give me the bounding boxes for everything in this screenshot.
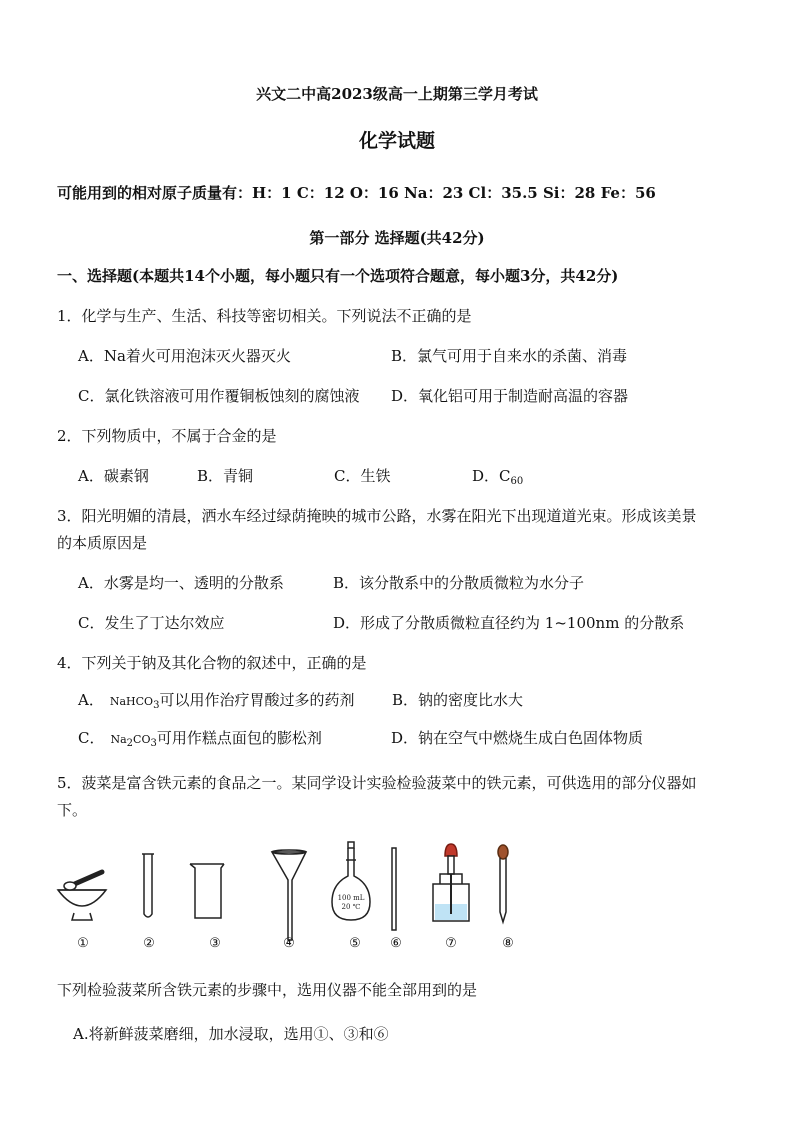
- dropper-icon: [498, 845, 508, 922]
- apparatus-label-7: ⑦: [445, 936, 457, 951]
- q4-option-c: [78, 728, 322, 754]
- apparatus-label-5: ⑤: [349, 936, 361, 951]
- q5-stem-line1: 5．菠菜是富含铁元素的食品之一。某同学设计实验检验菠菜中的铁元素，可供选用的部分仪器如: [57, 774, 697, 792]
- q2-option-d-sub: 60: [510, 476, 524, 487]
- apparatus-label-3: ③: [209, 936, 221, 951]
- q3-stem-line1: 3．阳光明媚的清晨，洒水车经过绿荫掩映的城市公路，水雾在阳光下出现道道光束。形成该美景: [57, 507, 697, 525]
- dropper-bottle-icon: [433, 844, 469, 921]
- q4-option-b: B．钠的密度比水大: [392, 691, 524, 709]
- funnel-icon: [272, 850, 306, 940]
- q3-option-c: C．发生了丁达尔效应: [78, 614, 225, 632]
- apparatus-label-2: ②: [143, 936, 155, 951]
- glass-rod-icon: [392, 848, 396, 930]
- q4-option-a: [78, 690, 354, 716]
- volumetric-flask-icon: [332, 842, 370, 920]
- q2-option-a: A．碳素钢: [78, 467, 149, 485]
- q4-option-d: D．钠在空气中燃烧生成白色固体物质: [391, 729, 644, 747]
- apparatus-label-4: ④: [283, 936, 295, 951]
- beaker-icon: [190, 864, 224, 918]
- lab-apparatus-figure: [52, 840, 552, 960]
- q5-after: 下列检验菠菜所含铁元素的步骤中，选用仪器不能全部用到的是: [57, 981, 478, 999]
- q3-option-a: A．水雾是均一、透明的分散系: [78, 574, 284, 592]
- q4-option-c-label: C．: [78, 729, 105, 747]
- section-heading: 一、选择题(本题共14个小题，每小题只有一个选项符合题意，每小题3分，共42分): [57, 267, 619, 285]
- apparatus-label-6: ⑥: [390, 936, 402, 951]
- q4-option-c-formula1: Na: [110, 733, 127, 746]
- flask-label-temp: 20 ℃: [341, 903, 361, 911]
- q4-option-a-formula: NaHCO: [109, 695, 154, 708]
- q4-option-c-formula1-sub: 2: [126, 738, 134, 749]
- apparatus-label-8: ⑧: [502, 936, 514, 951]
- q4-option-c-formula2-sub: 3: [150, 738, 157, 749]
- exam-title: 兴文二中高2023级高一上期第三学月考试: [256, 85, 538, 103]
- q2-option-b: B．青铜: [197, 467, 254, 485]
- q1-option-b: B．氯气可用于自来水的杀菌、消毒: [391, 347, 628, 365]
- q3-option-b: B．该分散系中的分散质微粒为水分子: [333, 574, 585, 592]
- q4-option-a-formula-sub: 3: [153, 700, 160, 711]
- q2-stem: 2．下列物质中，不属于合金的是: [57, 427, 277, 445]
- q4-option-a-label: A．: [78, 691, 104, 709]
- q1-option-c: C．氯化铁溶液可用作覆铜板蚀刻的腐蚀液: [78, 387, 360, 405]
- q2-option-d-text: D．C: [472, 467, 511, 485]
- part1-title: 第一部分 选择题(共42分): [309, 229, 485, 247]
- q4-stem: 4．下列关于钠及其化合物的叙述中，正确的是: [57, 654, 367, 672]
- q4-option-c-text: 可用作糕点面包的膨松剂: [156, 729, 322, 747]
- test-tube-icon: [142, 854, 154, 917]
- subject-title: 化学试题: [358, 130, 435, 152]
- q1-option-d: D．氧化铝可用于制造耐高温的容器: [391, 387, 629, 405]
- q1-option-a: A．Na着火可用泡沫灭火器灭火: [78, 347, 291, 365]
- q2-option-c: C．生铁: [334, 467, 391, 485]
- q5-option-a: A.将新鲜菠菜磨细，加水浸取，选用①、③和⑥: [73, 1025, 389, 1043]
- q4-option-a-text: 可以用作治疗胃酸过多的药剂: [159, 691, 355, 709]
- q3-option-d: D．形成了分散质微粒直径约为 1~100nm 的分散系: [333, 614, 685, 632]
- q5-stem-line2: 下。: [57, 801, 88, 819]
- mortar-pestle-icon: [58, 872, 106, 920]
- q2-option-d: [472, 466, 523, 492]
- apparatus-label-1: ①: [77, 936, 89, 951]
- q1-stem: 1．化学与生产、生活、科技等密切相关。下列说法不正确的是: [57, 307, 472, 325]
- q4-option-c-formula2: CO: [133, 733, 151, 746]
- q3-stem-line2: 的本质原因是: [57, 534, 148, 552]
- atomic-masses: 可能用到的相对原子质量有：H：1 C：12 O：16 Na：23 Cl：35.5 Si：28 Fe：56: [57, 184, 656, 202]
- flask-label-volume: 100 mL: [337, 894, 365, 902]
